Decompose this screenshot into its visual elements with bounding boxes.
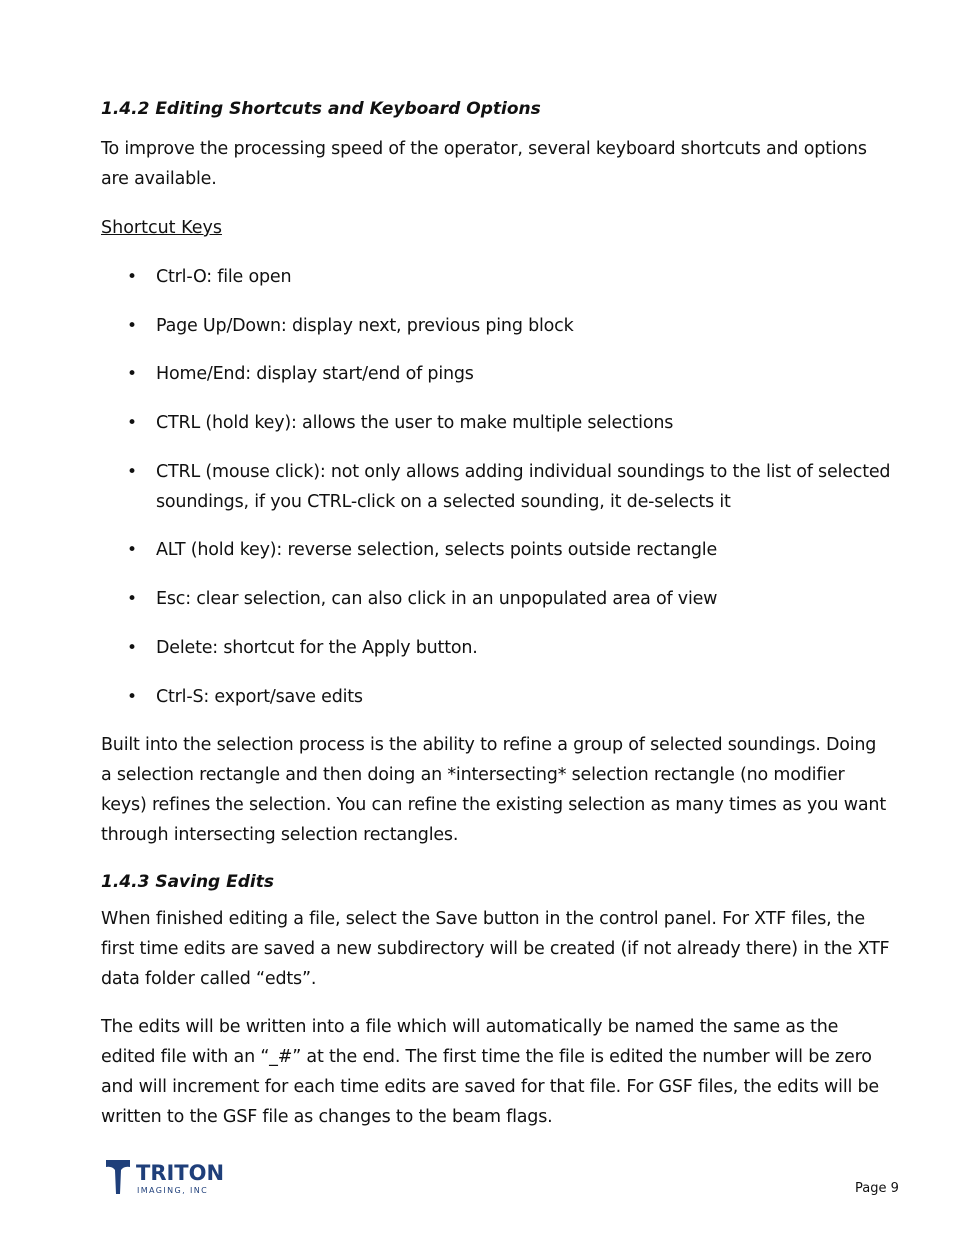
- list-item: • Ctrl-O: file open: [101, 262, 891, 292]
- list-item: • CTRL (mouse click): not only allows adding individual soundings to the list of selected soundings, if you CTRL-click on a selected sounding, it de-selects it: [101, 457, 891, 517]
- triton-logo: [104, 1158, 224, 1198]
- list-item: • Page Up/Down: display next, previous ping block: [101, 311, 891, 341]
- page-content: [101, 96, 891, 1132]
- list-item: • Ctrl-S: export/save edits: [101, 682, 891, 712]
- list-item: • Home/End: display start/end of pings: [101, 359, 891, 389]
- list-item: • Esc: clear selection, can also click in an unpopulated area of view: [101, 584, 891, 614]
- saving-paragraph-2: The edits will be written into a file which will automatically be named the same as the edited file with an “_#” at the end. The first time the file is edited the number will be zero and will increment for each time edits are saved for that file. For GSF files, the edits will be written to the GSF file as changes to the beam flags.: [101, 1017, 879, 1128]
- page-number: Page 9: [855, 1181, 899, 1196]
- intro-paragraph: To improve the processing speed of the operator, several keyboard shortcuts and options are available.: [101, 139, 867, 189]
- refine-paragraph: Built into the selection process is the ability to refine a group of selected soundings. Doing a selection rectangle and then doing an *intersecting* selection rectangle (no modifier keys) refines the selection. You can refine the existing selection as many times as you want through intersecting selection rectangles.: [101, 735, 886, 846]
- section-title-saving-edits: 1.4.3 Saving Edits: [101, 872, 274, 893]
- logo-subtitle: IMAGING, INC: [137, 1186, 209, 1195]
- list-item: • CTRL (hold key): allows the user to make multiple selections: [101, 408, 891, 438]
- list-item: • ALT (hold key): reverse selection, selects points outside rectangle: [101, 535, 891, 565]
- shortcut-list: [101, 262, 891, 712]
- triton-logo-icon: [104, 1158, 224, 1198]
- shortcut-keys-heading: Shortcut Keys: [101, 218, 222, 238]
- logo-word: TRITON: [136, 1161, 224, 1185]
- saving-paragraph-1: When finished editing a file, select the Save button in the control panel. For XTF files, the first time edits are saved a new subdirectory will be created (if not already there) in the XTF data folder called “edts”.: [101, 909, 890, 990]
- list-item: • Delete: shortcut for the Apply button.: [101, 633, 891, 663]
- section-title-editing-shortcuts: 1.4.2 Editing Shortcuts and Keyboard Options: [101, 99, 541, 119]
